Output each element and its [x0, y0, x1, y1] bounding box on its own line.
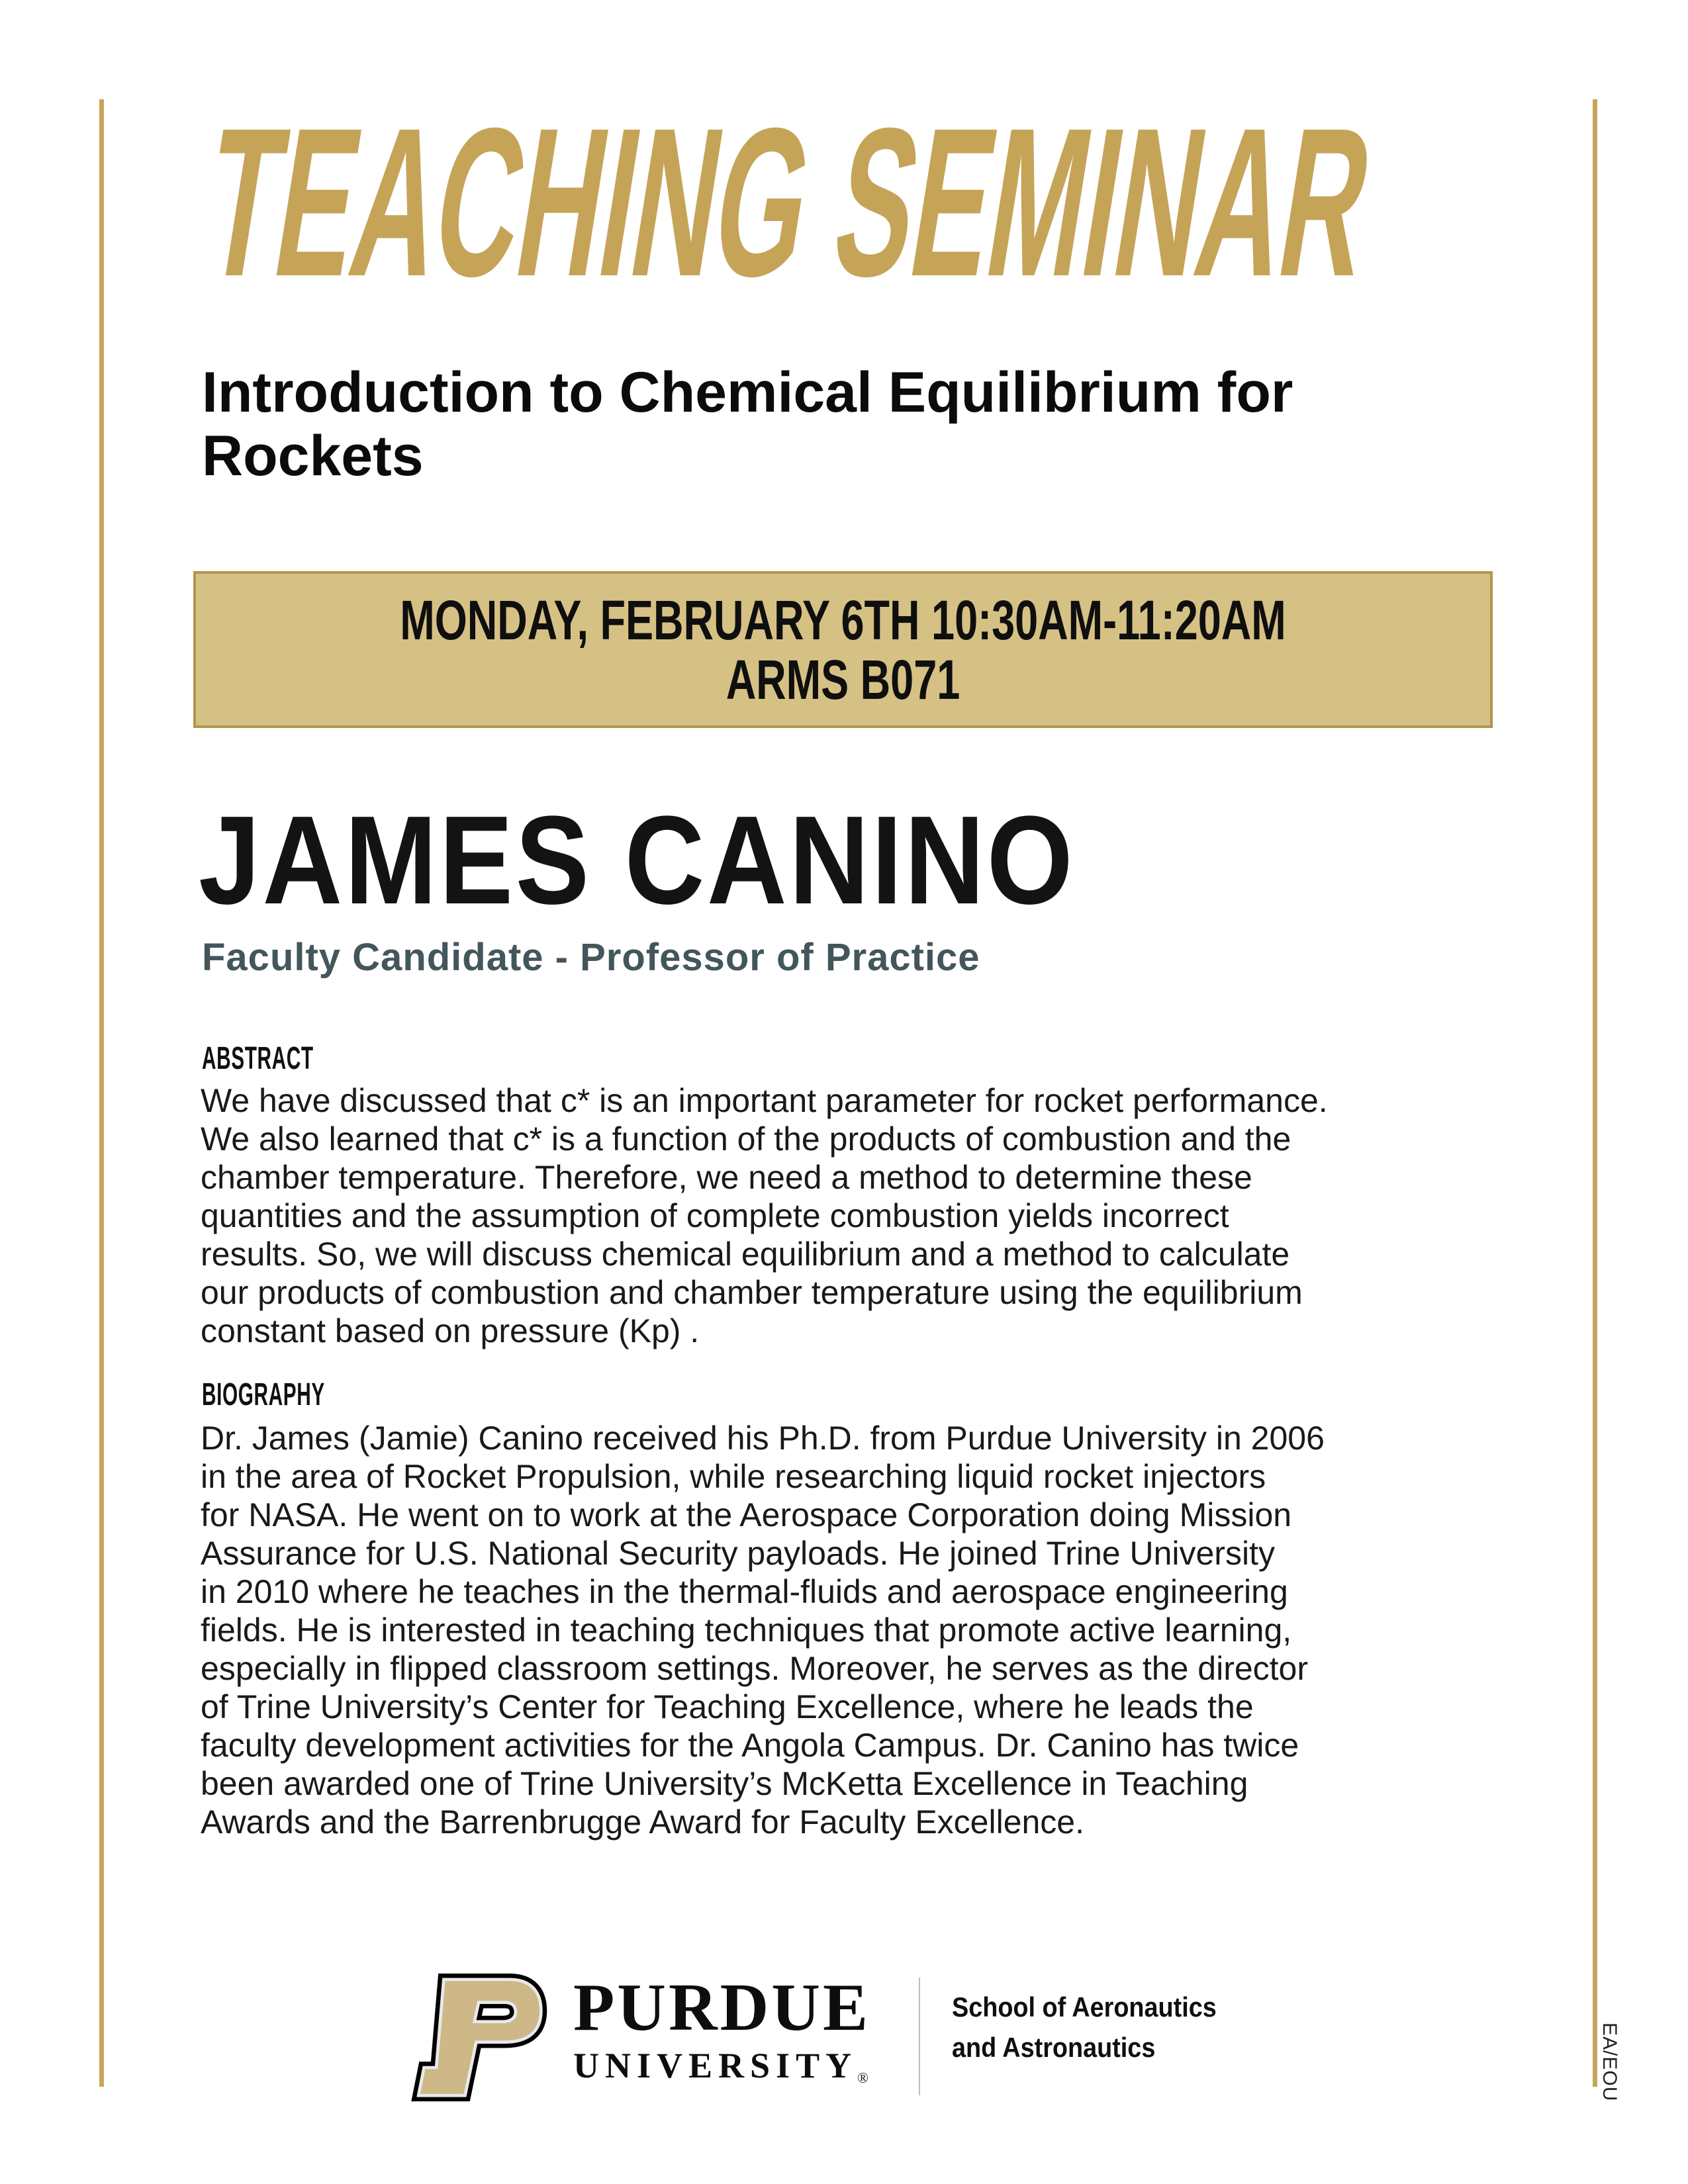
purdue-motion-p-icon: [400, 1974, 549, 2103]
abstract-text: [201, 1081, 1328, 1350]
text-line: We also learned that c* is a function of the products of combustion and the: [201, 1120, 1291, 1158]
biography-heading: BIOGRAPHY: [202, 1377, 325, 1412]
text-line: quantities and the assumption of complete combustion yields incorrect: [201, 1197, 1229, 1234]
talk-title-line1: Introduction to Chemical Equilibrium for: [202, 361, 1293, 424]
school-name: [952, 1987, 1217, 2068]
left-gold-rule: [99, 99, 104, 2087]
talk-title: [202, 361, 1293, 488]
text-line: our products of combustion and chamber temperature using the equilibrium: [201, 1274, 1303, 1311]
text-line: chamber temperature. Therefore, we need a method to determine these: [201, 1159, 1252, 1196]
text-line: constant based on pressure (Kp) .: [201, 1312, 700, 1349]
text-line: faculty development activities for the Angola Campus. Dr. Canino has twice: [201, 1727, 1299, 1764]
masthead-title: TEACHING SEMINAR: [191, 83, 1386, 320]
university-wordmark: UNIVERSITY: [573, 2046, 858, 2085]
purdue-wordmark-block: [573, 1972, 870, 2087]
text-line: fields. He is interested in teaching techniques that promote active learning,: [201, 1612, 1292, 1649]
footer-divider: [919, 1978, 920, 2095]
text-line: been awarded one of Trine University’s McKetta Excellence in Teaching: [201, 1765, 1248, 1802]
biography-text: [201, 1419, 1325, 1841]
event-datetime: MONDAY, FEBRUARY 6TH 10:30AM-11:20AM: [400, 588, 1286, 651]
abstract-heading: ABSTRACT: [202, 1041, 314, 1076]
text-line: in 2010 where he teaches in the thermal-fluids and aerospace engineering: [201, 1573, 1288, 1610]
text-line: results. So, we will discuss chemical equilibrium and a method to calculate: [201, 1236, 1290, 1273]
purdue-wordmark: PURDUE: [573, 1970, 870, 2045]
text-line: for NASA. He went on to work at the Aerospace Corporation doing Mission: [201, 1496, 1292, 1533]
event-location: ARMS B071: [726, 648, 961, 711]
speaker-role: Faculty Candidate - Professor of Practice: [202, 936, 980, 979]
text-line: Dr. James (Jamie) Canino received his Ph.D. from Purdue University in 2006: [201, 1420, 1325, 1457]
registered-trademark-symbol: ®: [857, 2070, 868, 2086]
text-line: of Trine University’s Center for Teaching Excellence, where he leads the: [201, 1688, 1254, 1725]
right-gold-rule: [1593, 99, 1597, 2087]
school-name-line1: School of Aeronautics: [952, 1991, 1217, 2023]
text-line: in the area of Rocket Propulsion, while researching liquid rocket injectors: [201, 1458, 1266, 1495]
talk-title-line2: Rockets: [202, 424, 424, 488]
text-line: especially in flipped classroom settings. Moreover, he serves as the director: [201, 1650, 1308, 1687]
speaker-name: JAMES CANINO: [199, 790, 1076, 931]
text-line: Awards and the Barrenbrugge Award for Faculty Excellence.: [201, 1803, 1085, 1841]
ea-eou-footnote: EA/EOU: [1599, 2023, 1620, 2102]
text-line: Assurance for U.S. National Security payloads. He joined Trine University: [201, 1535, 1275, 1572]
event-banner: [193, 571, 1493, 728]
text-line: We have discussed that c* is an important parameter for rocket performance.: [201, 1082, 1328, 1119]
school-name-line2: and Astronautics: [952, 2032, 1156, 2063]
